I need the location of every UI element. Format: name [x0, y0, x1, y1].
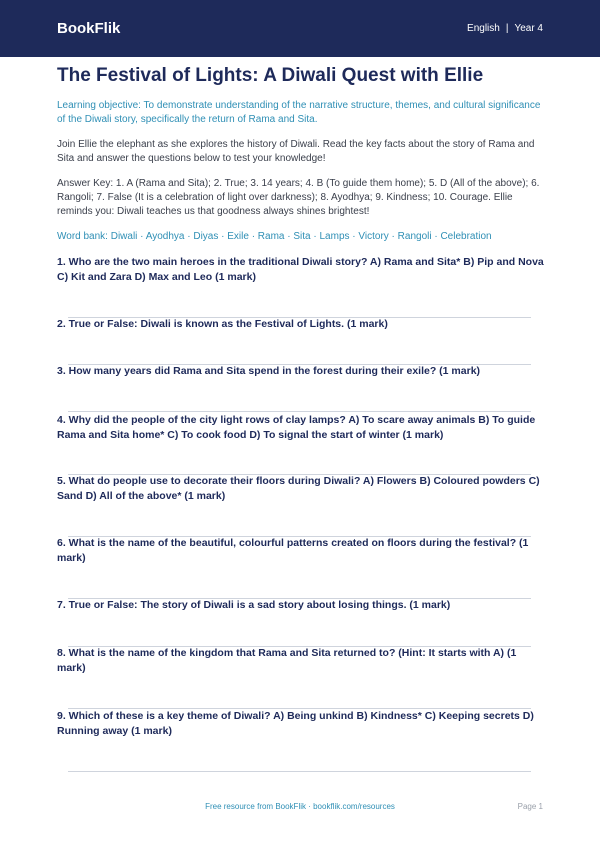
page-number: Page 1 [517, 802, 543, 811]
question-8: 8. What is the name of the kingdom that Rama and Sita returned to? (Hint: It starts with A) (1 mark) [57, 647, 517, 674]
answer-line-3 [68, 411, 531, 412]
question-3: 3. How many years did Rama and Sita spend in the forest during their exile? (1 mark) [57, 365, 481, 377]
question-2: 2. True or False: Diwali is known as the Festival of Lights. (1 mark) [57, 318, 388, 330]
question-6: 6. What is the name of the beautiful, colourful patterns created on floors during the festival? (1 mark) [57, 537, 529, 564]
question-4: 4. Why did the people of the city light rows of clay lamps? A) To scare away animals B) To guide Rama and Sita home* C) To cook food D) To signal the start of winter (1 mark) [57, 414, 536, 441]
intro-section [57, 64, 543, 244]
page-header [0, 0, 600, 57]
learning-objective: Learning objective: To demonstrate understanding of the narrative structure, themes, and cultural significance of the Diwali story, specifically the return of Rama and Sita. [57, 100, 541, 125]
brand-logo: BookFlik [57, 20, 121, 37]
intro-text: Join Ellie the elephant as she explores the history of Diwali. Read the key facts about the story of Rama and Sita and answer the questions below to test your knowledge! [57, 139, 535, 164]
page-title: The Festival of Lights: A Diwali Quest with Ellie [57, 65, 484, 86]
word-bank: Word bank: Diwali · Ayodhya · Diyas · Exile · Rama · Sita · Lamps · Victory · Rangoli · Celebration [57, 231, 492, 242]
header-meta [467, 23, 543, 34]
answer-key: Answer Key: 1. A (Rama and Sita); 2. True; 3. 14 years; 4. B (To guide them home); 5. D (All of the above); 6. Rangoli; 7. False (It is a celebration of light over darkness); 8. Ayodhya; 9. Kindness; 10. Courage. Ellie reminds you: Diwali teaches us that goodness always shines brightest! [57, 178, 540, 217]
meta-separator: | [505, 23, 509, 34]
question-5: 5. What do people use to decorate their floors during Diwali? A) Flowers B) Coloured powders C) Sand D) All of the above* (1 mark) [57, 475, 540, 502]
answer-line-9 [68, 771, 531, 772]
footer-text: Free resource from BookFlik · bookflik.com/resources [205, 802, 395, 811]
subject-label: English [467, 23, 500, 34]
question-7: 7. True or False: The story of Diwali is a sad story about losing things. (1 mark) [57, 599, 451, 611]
year-label: Year 4 [514, 23, 543, 34]
question-9: 9. Which of these is a key theme of Diwali? A) Being unkind B) Kindness* C) Keeping secrets D) Running away (1 mark) [57, 710, 534, 737]
question-1: 1. Who are the two main heroes in the traditional Diwali story? A) Rama and Sita* B) Pip and Nova C) Kit and Zara D) Max and Leo (1 mark) [57, 256, 544, 283]
